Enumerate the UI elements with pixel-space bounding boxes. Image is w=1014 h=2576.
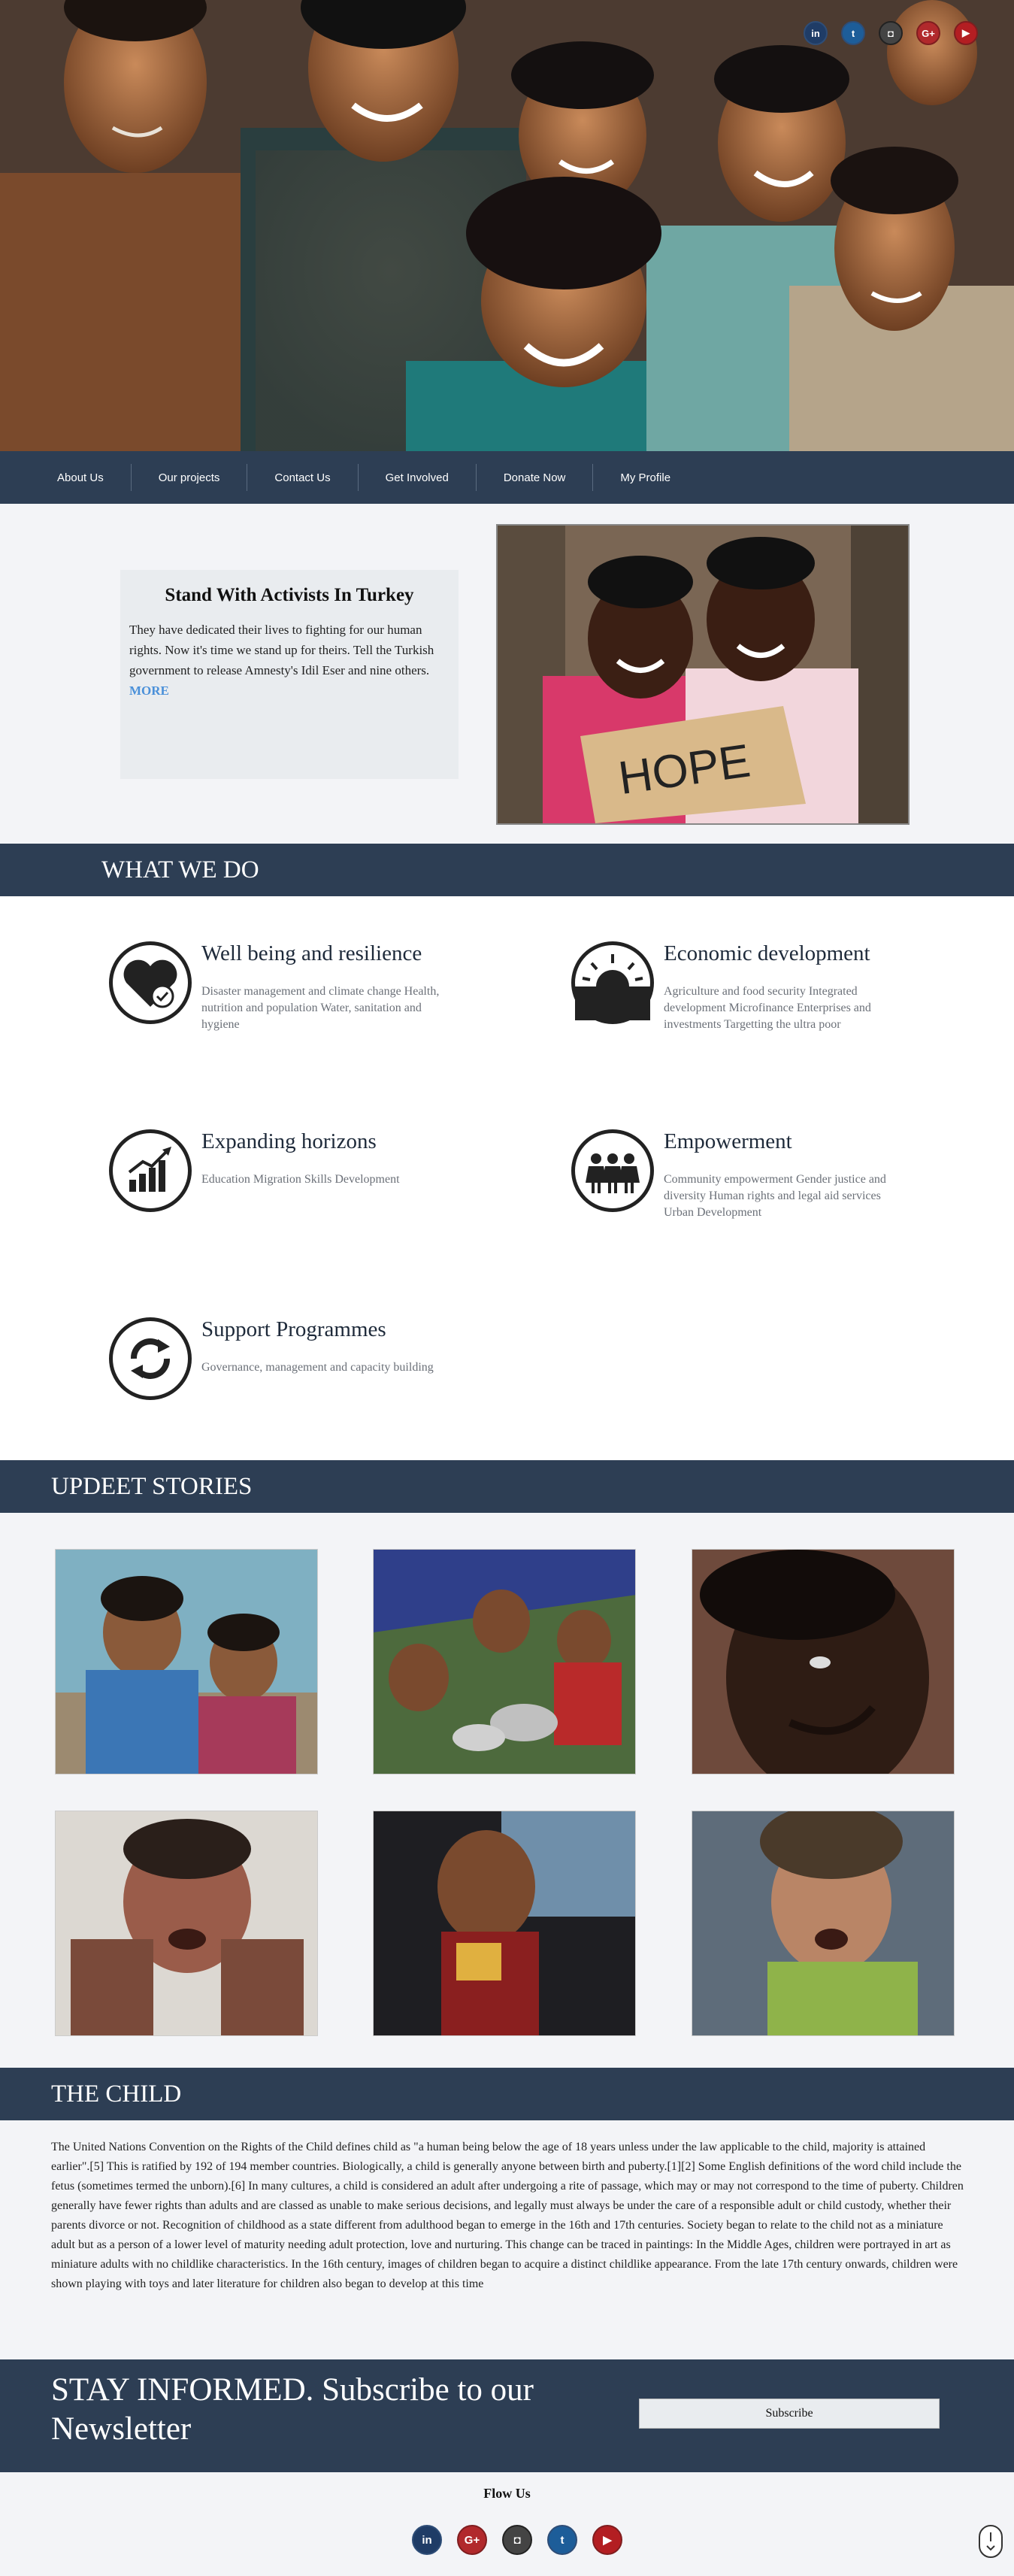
service-title: Expanding horizons xyxy=(201,1129,377,1153)
story-image-1[interactable] xyxy=(55,1549,318,1774)
what-we-do-title: WHAT WE DO xyxy=(101,856,259,883)
hope-sign-text: HOPE xyxy=(615,735,754,805)
feature-body xyxy=(129,620,449,701)
main-navigation xyxy=(0,451,1014,504)
service-desc: Education Migration Skills Development xyxy=(201,1173,400,1186)
story-image-4[interactable] xyxy=(55,1811,318,2036)
story-image-5[interactable] xyxy=(373,1811,636,2036)
service-title: Empowerment xyxy=(664,1129,792,1153)
instagram-icon[interactable]: ◘ xyxy=(879,21,903,45)
google-plus-icon[interactable]: G+ xyxy=(457,2525,487,2555)
stories-header xyxy=(0,1460,1014,1513)
feature-photo-hope xyxy=(496,524,910,825)
child-header xyxy=(0,2068,1014,2120)
nav-about-us[interactable]: About Us xyxy=(30,464,132,491)
story-image-6[interactable] xyxy=(692,1811,955,2036)
service-title: Economic development xyxy=(664,941,870,965)
feature-more-link[interactable]: MORE xyxy=(129,683,169,698)
stories-title: UPDEET STORIES xyxy=(51,1472,253,1500)
nav-our-projects[interactable]: Our projects xyxy=(132,464,248,491)
subscribe-button[interactable]: Subscribe xyxy=(639,2399,940,2429)
service-desc: Disaster management and climate change Health, nutrition and population Water, sanitation and hygiene xyxy=(201,985,440,1031)
twitter-icon[interactable]: t xyxy=(547,2525,577,2555)
youtube-icon[interactable]: ▶ xyxy=(592,2525,622,2555)
hero-banner-image xyxy=(0,0,1014,451)
newsletter-section xyxy=(0,2359,1014,2472)
what-we-do-section xyxy=(0,896,1014,1460)
google-plus-icon[interactable]: G+ xyxy=(916,21,940,45)
child-article-text: The United Nations Convention on the Rights of the Child defines child as "a human being below the age of 18 years unless under the law applicable to the child, majority is attained earlier".[5] This is ratified by 192 of 194 member countries. Biologically, a child is generally anyone between birth and puberty.[1][2] Some English definitions of the word child include the fetus (sometimes termed the unborn).[6] In many cultures, a child is considered an adult after undergoing a rite of passage, which may or may not correspond to the time of puberty. Children generally have fewer rights than adults and are classed as unable to make serious decisions, and legally must always be under the care of a responsible adult or child custody, whether their parents divorce or not. Recognition of childhood as a state different from adulthood began to emerge in the 16th and 17th centuries. Society began to relate to the child not as a miniature adult but as a person of a lower level of maturity needing adult protection, love and nurturing. This change can be traced in paintings: In the Middle Ages, children were portrayed in art as miniature adults with no childlike characteristics. In the 16th century, images of children began to acquire a distinct childlike appearance. From the late 17th century onwards, children were shown playing with toys and later literature for children also began to develop at this time xyxy=(51,2141,964,2290)
children-group-photo xyxy=(0,0,1014,451)
story-image-3[interactable] xyxy=(692,1549,955,1774)
linkedin-icon[interactable]: in xyxy=(412,2525,442,2555)
linkedin-icon[interactable]: in xyxy=(804,21,828,45)
service-title: Well being and resilience xyxy=(201,941,422,965)
social-top xyxy=(804,21,978,45)
heart-icon xyxy=(109,941,192,1024)
nav-my-profile[interactable]: My Profile xyxy=(620,471,671,484)
feature-title: Stand With Activists In Turkey xyxy=(165,585,414,605)
instagram-icon[interactable]: ◘ xyxy=(502,2525,532,2555)
service-desc: Governance, management and capacity building xyxy=(201,1361,434,1374)
service-desc: Agriculture and food security Integrated development Microfinance Enterprises and investments Targetting the ultra poor xyxy=(664,985,871,1031)
service-desc: Community empowerment Gender justice and diversity Human rights and legal aid services Urban Development xyxy=(664,1173,886,1219)
nav-donate-now[interactable]: Donate Now xyxy=(477,464,594,491)
what-we-do-header xyxy=(0,844,1014,896)
people-icon xyxy=(571,1129,654,1212)
cycle-icon xyxy=(109,1317,192,1400)
sunrise-icon xyxy=(571,941,654,1024)
newsletter-title: STAY INFORMED. Subscribe to our Newsletter xyxy=(51,2372,534,2447)
nav-get-involved[interactable]: Get Involved xyxy=(359,464,477,491)
footer-follow-title: Flow Us xyxy=(483,2486,531,2501)
scroll-top-icon[interactable] xyxy=(979,2525,1003,2558)
service-title: Support Programmes xyxy=(201,1317,386,1341)
social-bottom xyxy=(412,2525,622,2555)
growth-chart-icon xyxy=(109,1129,192,1212)
nav-contact-us[interactable]: Contact Us xyxy=(247,464,358,491)
youtube-icon[interactable]: ▶ xyxy=(954,21,978,45)
story-image-2[interactable] xyxy=(373,1549,636,1774)
feature-body-text: They have dedicated their lives to fighting for our human rights. Now it's time we stand up for theirs. Tell the Turkish government to release Amnesty's Idil Eser and nine others. xyxy=(129,623,434,677)
twitter-icon[interactable]: t xyxy=(841,21,865,45)
child-title: THE CHILD xyxy=(51,2080,182,2108)
feature-card xyxy=(120,570,459,779)
